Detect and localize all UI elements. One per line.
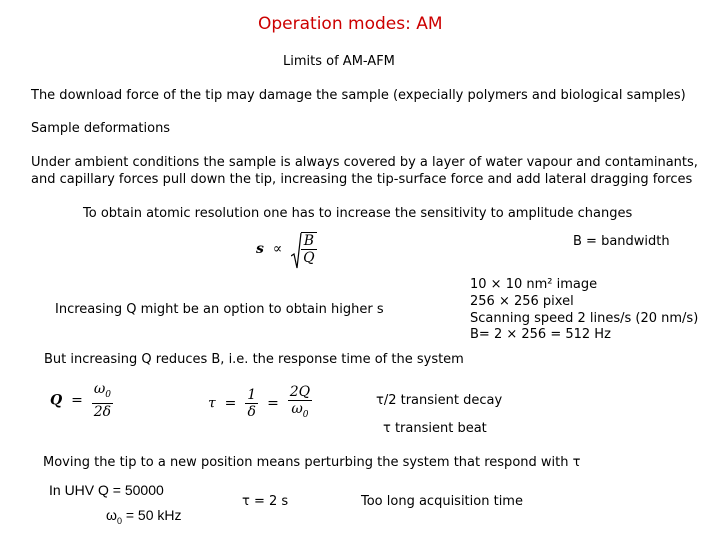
proportional-symbol: ∝ (268, 241, 287, 257)
paragraph-ambient-line2: and capillary forces pull down the tip, increasing the tip-surface force and add lateral dragging forces (31, 172, 693, 187)
formula-s-proportional (256, 232, 317, 266)
formula-tau-num1: 1 (247, 386, 257, 403)
omega0-text (106, 507, 181, 529)
sqrt-symbol (291, 232, 316, 266)
too-long-text: Too long acquisition time (361, 494, 523, 509)
formula-q-num: ω (93, 381, 106, 397)
scan-info-4: B= 2 × 256 = 512 Hz (470, 327, 611, 342)
scan-info-2: 256 × 256 pixel (470, 294, 574, 309)
bandwidth-note: B = bandwidth (573, 234, 670, 249)
moving-tip-text: Moving the tip to a new position means perturbing the system that respond with τ (43, 455, 581, 470)
formula-tau-den1: δ (247, 403, 256, 420)
omega0-value: = 50 kHz (121, 507, 182, 523)
reduce-b-text: But increasing Q reduces B, i.e. the response time of the system (44, 352, 464, 367)
equals-sign: = (262, 395, 284, 412)
scan-info-1: 10 × 10 nm² image (470, 277, 598, 292)
formula-tau-den2: ω (291, 401, 303, 417)
tau-value-text: τ = 2 s (242, 494, 289, 509)
formula-tau-lhs: τ (208, 395, 216, 412)
formula-s-den: Q (303, 250, 315, 266)
formula-q (50, 381, 113, 420)
formula-s-num: B (301, 233, 316, 250)
page-title: Operation modes: AM (258, 14, 443, 34)
formula-q-den: 2δ (93, 403, 112, 420)
transient-decay-text: τ/2 transient decay (376, 393, 503, 408)
formula-s-lhs: s (256, 241, 264, 257)
paragraph-tip-damage: The download force of the tip may damage the sample (expecially polymers and biological samples) (31, 88, 686, 103)
equals-sign: = (66, 392, 88, 409)
uhv-q-text: In UHV Q = 50000 (49, 482, 164, 498)
subtitle: Limits of AM-AFM (283, 54, 395, 69)
formula-tau-num2: 2Q (289, 384, 311, 400)
increase-q-text: Increasing Q might be an option to obtain higher s (55, 302, 384, 317)
formula-tau (208, 384, 312, 423)
paragraph-atomic-resolution: To obtain atomic resolution one has to increase the sensitivity to amplitude changes (83, 206, 633, 221)
transient-beat-text: τ transient beat (383, 421, 487, 436)
formula-q-lhs: Q (50, 392, 63, 409)
omega0-subscript: 0 (116, 515, 122, 526)
formula-tau-den2-sub: 0 (302, 409, 309, 420)
paragraph-ambient-line1: Under ambient conditions the sample is always covered by a layer of water vapour and contaminants, (31, 155, 698, 170)
equals-sign: = (220, 395, 241, 412)
scan-info-3: Scanning speed 2 lines/s (20 nm/s) (470, 311, 699, 326)
paragraph-sample-deformations: Sample deformations (31, 121, 171, 136)
formula-q-num-sub: 0 (105, 389, 111, 400)
omega0-symbol: ω (106, 507, 117, 523)
